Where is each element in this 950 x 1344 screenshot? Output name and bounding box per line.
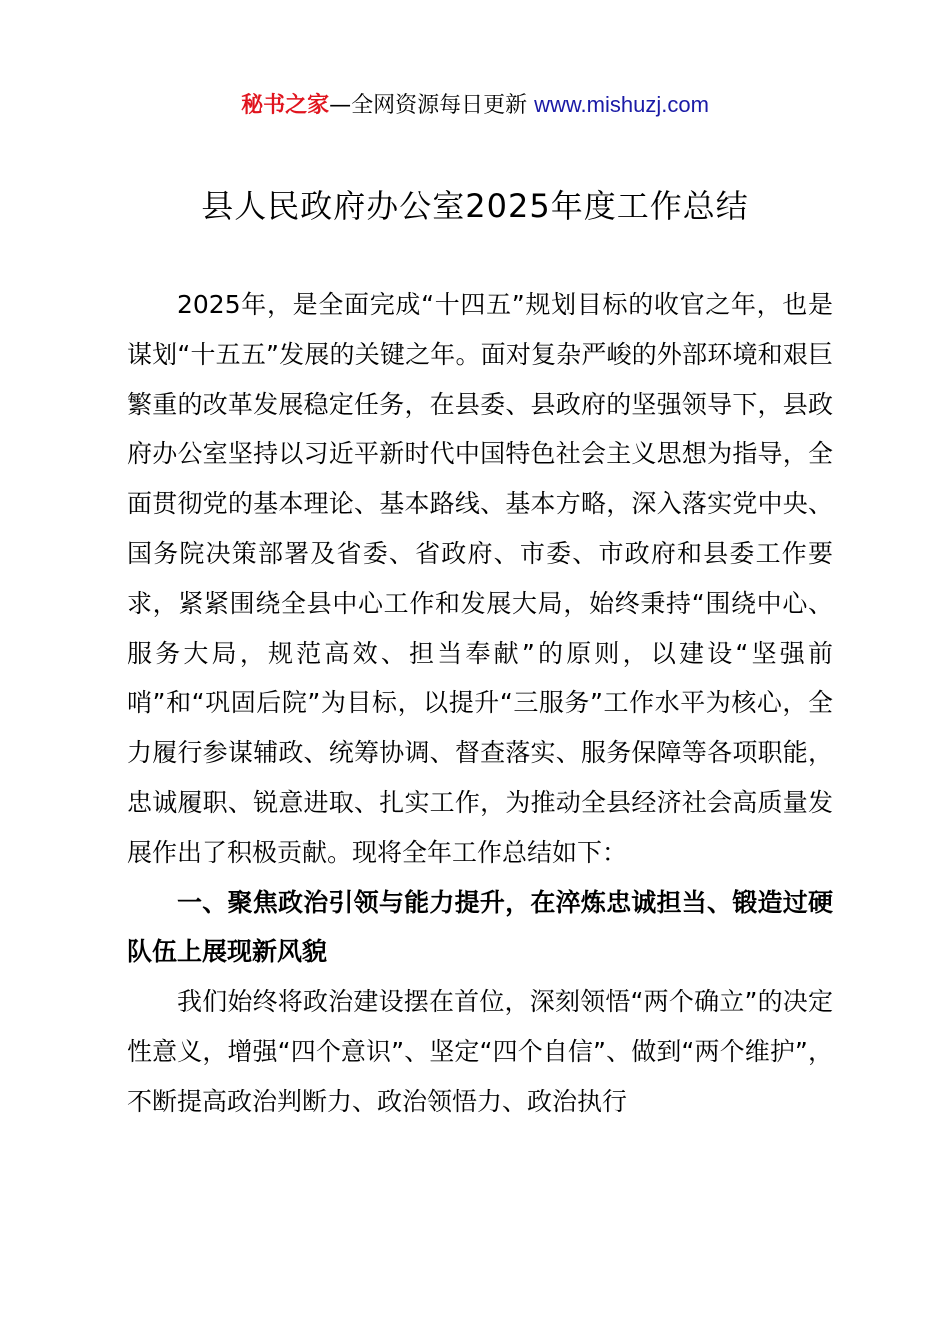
document-body	[127, 280, 833, 1127]
site-url-link[interactable]: www.mishuzj.com	[534, 92, 709, 117]
header-tagline: —全网资源每日更新	[329, 93, 535, 118]
document-title: 县人民政府办公室2025年度工作总结	[201, 187, 749, 225]
intro-paragraph: 2025年，是全面完成“十四五”规划目标的收官之年，也是谋划“十五五”发展的关键之年。面对复杂严峻的外部环境和艰巨繁重的改革发展稳定任务，在县委、县政府的坚强领导下，县政府办公室坚持以习近平新时代中国特色社会主义思想为指导，全面贯彻党的基本理论、基本路线、基本方略，深入落实党中央、国务院决策部署及省委、省政府、市委、市政府和县委工作要求，紧紧围绕全县中心工作和发展大局，始终秉持“围绕中心、服务大局，规范高效、担当奉献”的原则，以建设“坚强前哨”和“巩固后院”为目标，以提升“三服务”工作水平为核心，全力履行参谋辅政、统筹协调、督查落实、服务保障等各项职能，忠诚履职、锐意进取、扎实工作，为推动全县经济社会高质量发展作出了积极贡献。现将全年工作总结如下：	[127, 290, 833, 867]
section-heading-1: 一、聚焦政治引领与能力提升，在淬炼忠诚担当、锻造过硬队伍上展现新风貌	[127, 887, 833, 967]
section-1-paragraph: 我们始终将政治建设摆在首位，深刻领悟“两个确立”的决定性意义，增强“四个意识”、坚定“四个自信”、做到“两个维护”，不断提高政治判断力、政治领悟力、政治执行	[127, 987, 833, 1116]
brand-name: 秘书之家	[241, 93, 330, 118]
site-header	[0, 88, 950, 123]
